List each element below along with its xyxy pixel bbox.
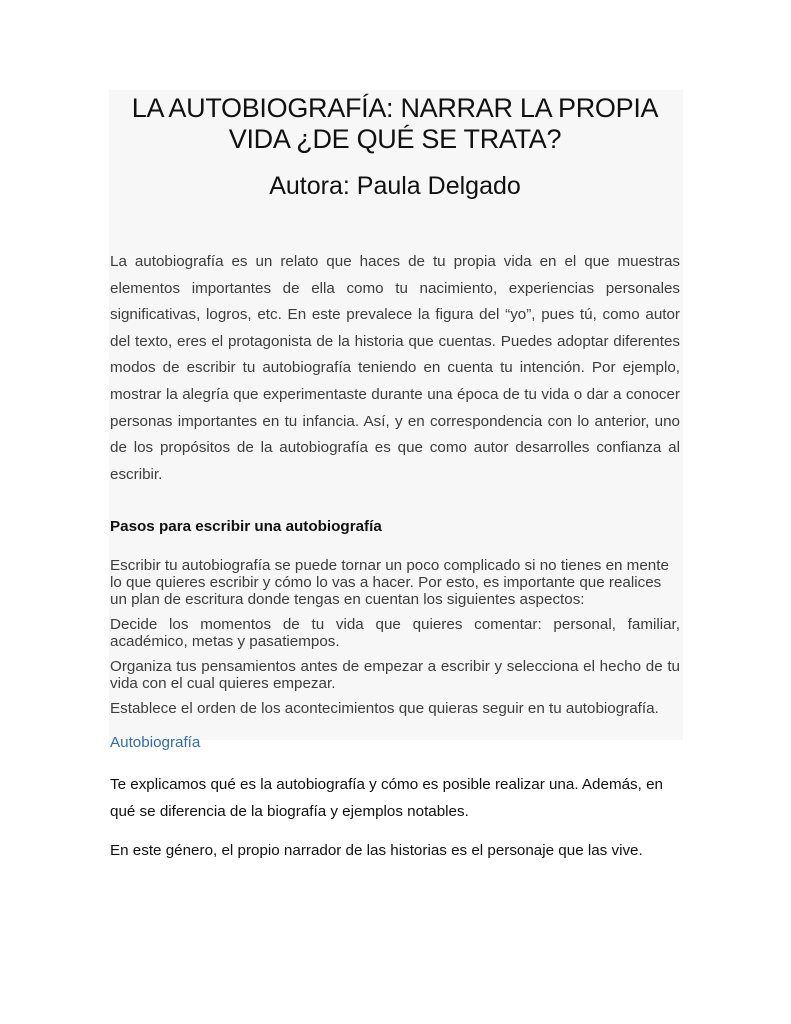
- steps-heading: Pasos para escribir una autobiografía: [110, 518, 382, 536]
- title-line-2: VIDA ¿DE QUÉ SE TRATA?: [228, 124, 562, 154]
- document-title: [110, 90, 680, 155]
- title-line-1: LA AUTOBIOGRAFÍA: NARRAR LA PROPIA: [131, 93, 659, 123]
- explain-paragraph: Te explicamos qué es la autobiografía y cómo es posible realizar una. Además, en qué se diferencia de la biografía y ejemplos notables.: [110, 776, 663, 820]
- document-content: [110, 90, 680, 861]
- genre-paragraph: En este género, el propio narrador de las historias es el personaje que las vive.: [110, 842, 643, 860]
- autobiografia-link[interactable]: Autobiografía: [110, 734, 201, 752]
- intro-paragraph: La autobiografía es un relato que haces de tu propia vida en el que muestras elementos importantes de ella como tu nacimiento, experiencias personales significativas, logros, etc. En este prevalece la figura del “yo”, pues tú, como autor del texto, eres el protagonista de la historia que cuentas. Puedes adoptar diferentes modos de escribir tu autobiografía teniendo en cuenta tu intención. Por ejemplo, mostrar la alegría que experimentaste durante una época de tu vida o dar a conocer personas importantes en tu infancia. Así, y en correspondencia con lo anterior, uno de los propósitos de la autobiografía es que como autor desarrolles confianza al escribir.: [110, 253, 680, 483]
- step-item: Organiza tus pensamientos antes de empezar a escribir y selecciona el hecho de tu vida con el cual quieres empezar.: [110, 658, 680, 693]
- step-item: Establece el orden de los acontecimientos que quieras seguir en tu autobiografía.: [110, 700, 659, 718]
- author-line: Autora: Paula Delgado: [269, 172, 521, 200]
- steps-intro-paragraph: Escribir tu autobiografía se puede tornar un poco complicado si no tienes en mente lo que quieres escribir y cómo lo vas a hacer. Por esto, es importante que realices un plan de escritura donde tengas en cuentan los siguientes aspectos:: [110, 557, 669, 609]
- step-item: Decide los momentos de tu vida que quieres comentar: personal, familiar, académico, metas y pasatiempos.: [110, 616, 680, 651]
